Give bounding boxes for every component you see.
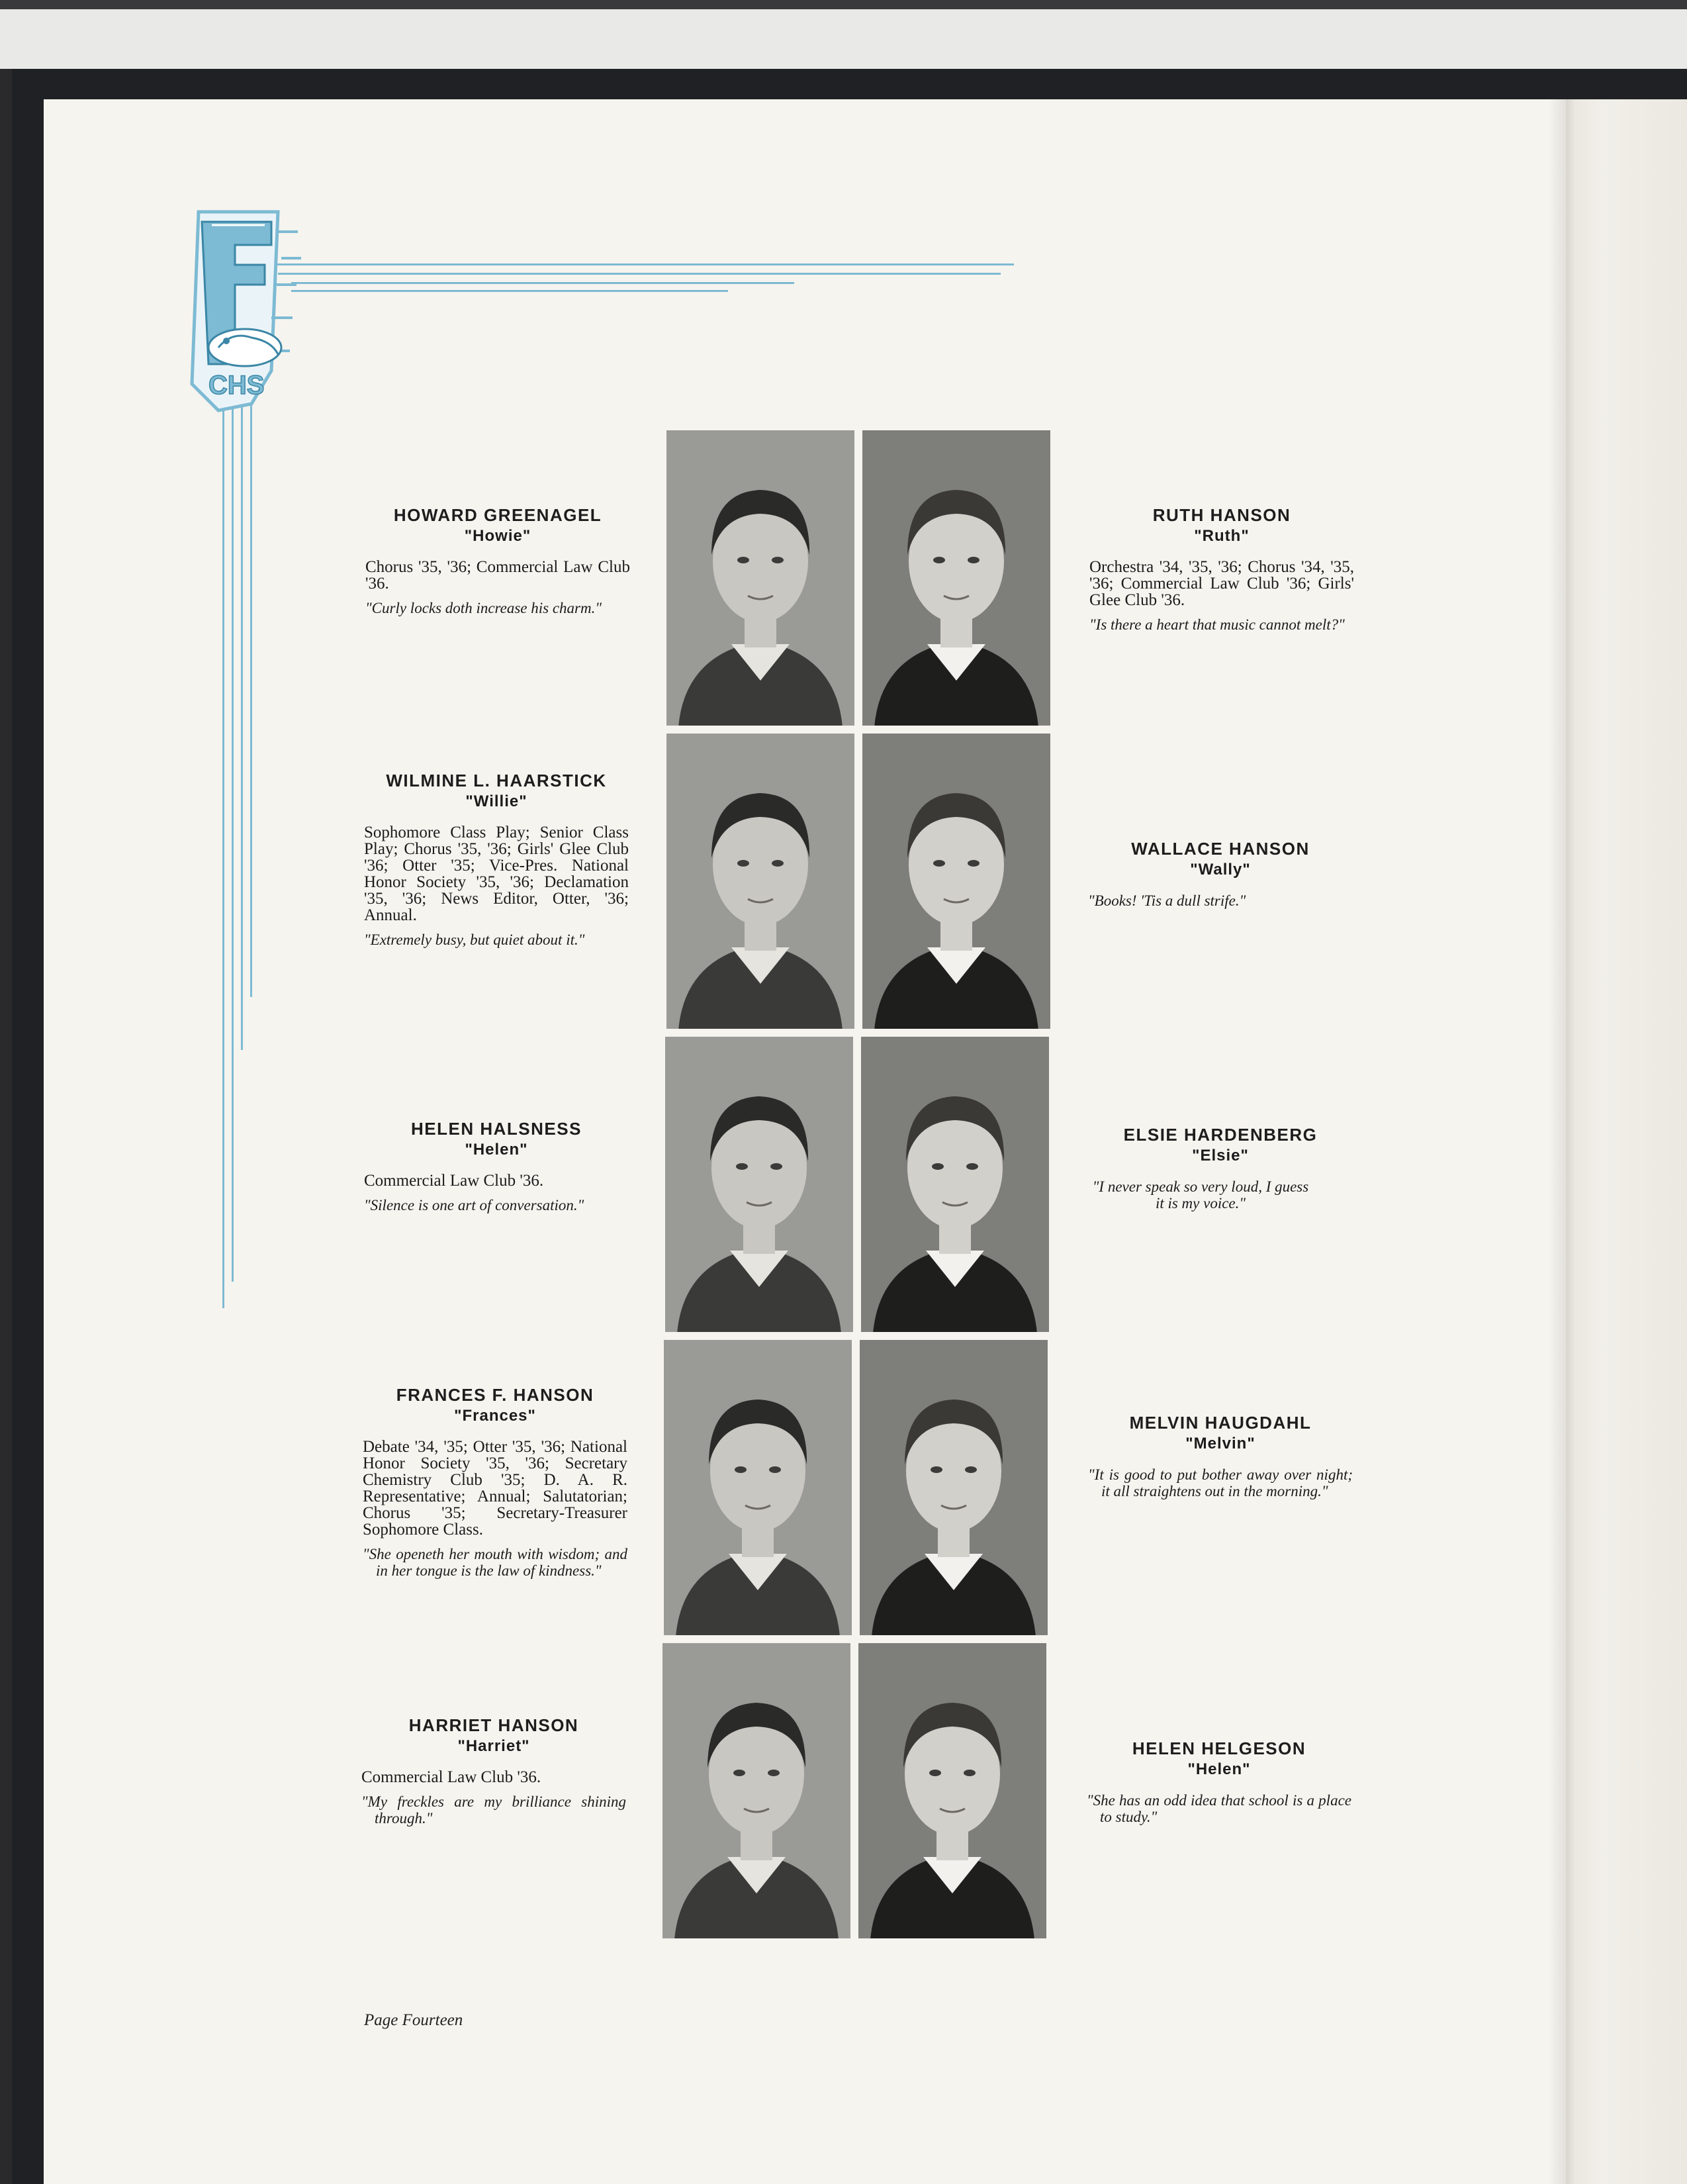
student-quote: "It is good to put bother away over night; it all straightens out in the morning." (1088, 1466, 1353, 1499)
student-activities: Orchestra '34, '35, '36; Chorus '34, '35, '36; Commercial Law Club '36; Girls' Glee Club '36. (1089, 558, 1354, 609)
student-name: HELEN HALSNESS (411, 1119, 582, 1139)
student-name: HOWARD GREENAGEL (393, 505, 602, 525)
portrait-photo-wallace-hanson (861, 732, 1052, 1030)
student-entry-right-1 (1089, 504, 1354, 633)
student-quote: "Extremely busy, but quiet about it." (364, 931, 585, 948)
student-name: ELSIE HARDENBERG (1123, 1125, 1318, 1145)
student-nickname: "Harriet" (457, 1737, 530, 1755)
portrait-photo-elsie-hardenberg (860, 1035, 1050, 1333)
portrait-photo-melvin-haugdahl (858, 1339, 1049, 1637)
student-name: FRANCES F. HANSON (396, 1385, 594, 1405)
student-entry-right-4 (1088, 1412, 1353, 1499)
student-name: RUTH HANSON (1152, 505, 1291, 525)
student-activities: Commercial Law Club '36. (364, 1172, 544, 1190)
portrait-image (858, 1339, 1049, 1637)
student-nickname: "Willie" (465, 792, 527, 810)
page-gutter-shadow (1549, 99, 1575, 2184)
student-entry-right-2 (1088, 838, 1353, 909)
portrait-image (662, 1339, 853, 1637)
rule-line-top-3 (291, 282, 794, 284)
student-entry-right-3 (1088, 1124, 1353, 1211)
student-activities: Debate '34, '35; Otter '35, '36; National Honor Society '35, '36; Secretary Chemistry Club '35; D. A. R. Representative; Annual; Salutatorian; Chorus '35; Secretary-Treasurer Sophomore Class. (363, 1438, 627, 1539)
student-quote: "She openeth her mouth with wisdom; and in her tongue is the law of kindness." (363, 1546, 627, 1579)
student-quote: "Silence is one art of conversation." (364, 1197, 584, 1213)
student-entry-left-1 (365, 504, 630, 616)
portrait-image (860, 1035, 1050, 1333)
portrait-photo-helen-helgeson (857, 1642, 1048, 1940)
portrait-image (861, 732, 1052, 1030)
rule-line-left-3 (241, 384, 243, 1050)
student-name: MELVIN HAUGDAHL (1129, 1413, 1312, 1433)
rule-line-top-1 (265, 263, 1014, 265)
rule-line-left-1 (222, 357, 224, 1308)
student-quote: "I never speak so very loud, I guess it is my voice." (1092, 1178, 1309, 1211)
school-crest-emblem-icon (172, 205, 304, 424)
student-nickname: "Ruth" (1194, 527, 1250, 545)
rule-line-left-4 (250, 397, 252, 997)
student-entry-right-5 (1087, 1738, 1351, 1825)
student-nickname: "Howie" (464, 527, 531, 545)
portrait-image (665, 429, 856, 727)
student-nickname: "Frances" (454, 1407, 536, 1425)
student-nickname: "Elsie" (1192, 1147, 1249, 1164)
student-entry-left-5 (361, 1715, 626, 1827)
page-edge-curl (1566, 99, 1687, 2184)
student-nickname: "Helen" (465, 1141, 528, 1159)
student-name: WILMINE L. HAARSTICK (386, 771, 607, 790)
student-quote: "Curly locks doth increase his charm." (365, 600, 602, 616)
student-entry-left-3 (364, 1118, 629, 1213)
portrait-image (661, 1642, 852, 1940)
portrait-photo-helen-halsness (664, 1035, 854, 1333)
portrait-photo-howard-greenagel (665, 429, 856, 727)
student-entry-left-2 (364, 770, 629, 948)
student-nickname: "Wally" (1190, 861, 1251, 878)
portrait-image (857, 1642, 1048, 1940)
student-quote: "My freckles are my brilliance shining through." (361, 1793, 626, 1827)
student-activities: Commercial Law Club '36. (361, 1768, 541, 1786)
student-name: HARRIET HANSON (408, 1715, 579, 1735)
portrait-photo-wilmine-haarstick (665, 732, 856, 1030)
student-nickname: "Melvin" (1185, 1435, 1255, 1452)
portrait-photo-harriet-hanson (661, 1642, 852, 1940)
student-activities: Sophomore Class Play; Senior Class Play; Chorus '35, '36; Girls' Glee Club '36; Otter '35; Vice-Pres. National Honor Society '35, '36; Declamation '35, '36; News Editor, Otter, '36; Annual. (364, 824, 629, 924)
portrait-image (861, 429, 1052, 727)
rule-line-left-2 (232, 371, 234, 1282)
student-entry-left-4 (363, 1384, 627, 1579)
portrait-image (664, 1035, 854, 1333)
student-quote: "Books! 'Tis a dull strife." (1088, 892, 1246, 909)
portrait-image (665, 732, 856, 1030)
student-name: HELEN HELGESON (1132, 1738, 1306, 1758)
student-quote: "She has an odd idea that school is a place to study." (1087, 1792, 1351, 1825)
scanner-bed-strip (0, 9, 1687, 69)
student-activities: Chorus '35, '36; Commercial Law Club '36. (365, 558, 630, 593)
student-nickname: "Helen" (1187, 1760, 1251, 1778)
page-number-label: Page Fourteen (364, 2011, 463, 2029)
student-quote: "Is there a heart that music cannot melt?" (1089, 616, 1345, 633)
portrait-photo-ruth-hanson (861, 429, 1052, 727)
portrait-photo-frances-hanson (662, 1339, 853, 1637)
rule-line-top-4 (291, 290, 728, 292)
emblem-letters: CHS (208, 371, 265, 400)
student-name: WALLACE HANSON (1131, 839, 1310, 859)
rule-line-top-2 (278, 273, 1001, 275)
